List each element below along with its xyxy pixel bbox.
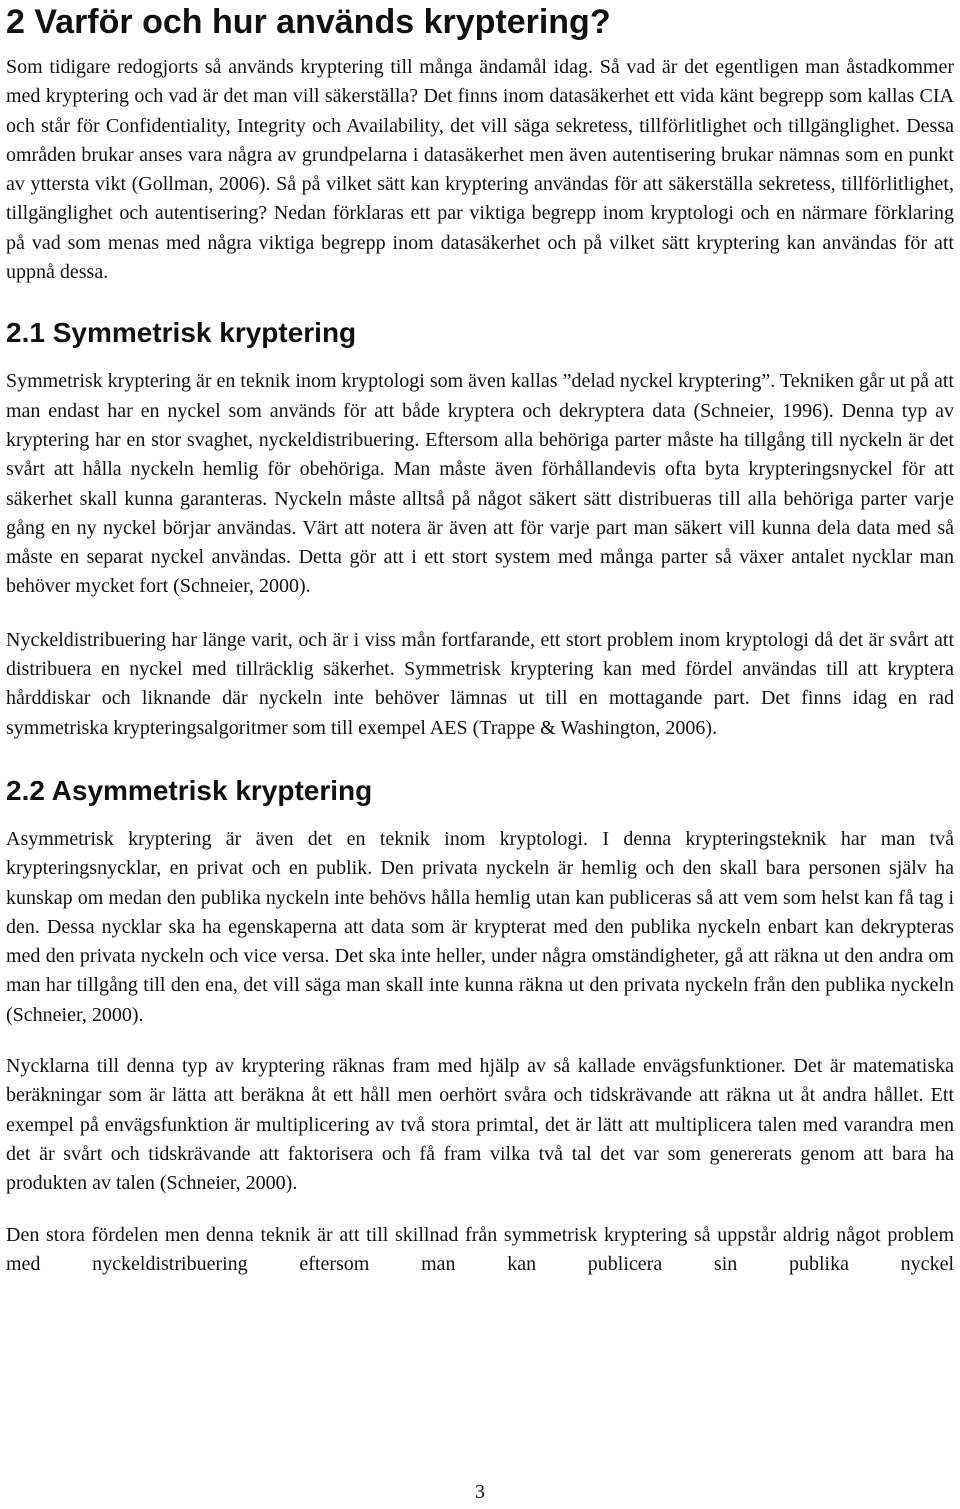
section-heading-asymmetric: 2.2 Asymmetrisk kryptering (6, 774, 373, 806)
page-number: 3 (475, 1481, 485, 1503)
chapter-heading: 2 Varför och hur används kryptering? (6, 3, 611, 41)
symmetric-paragraph-2: Nyckeldistribuering har länge varit, och är i viss mån fortfarande, ett stort problem inom kryptologi då det är svårt att distribuera en nyckel med tillräcklig säkerhet. Symmetrisk kryptering kan med fördel användas till att kryptera hårddiskar och liknande där nyckeln inte behöver lämnas ut till en mottagande part. Det finns idag en rad symmetriska krypteringsalgoritmer som till exempel AES (Trappe & Washington, 2006). (6, 628, 954, 739)
asymmetric-paragraph-1: Asymmetrisk kryptering är även det en teknik inom kryptologi. I denna krypteringsteknik har man två krypteringsnycklar, en privat och en publik. Den privata nyckeln är hemlig och den skall bara personen själv ha kunskap om medan den publika nyckeln inte behövs hålla hemlig utan kan publiceras så att vem som helst kan få tag i den. Dessa nycklar ska ha egenskaperna att data som är krypterat med den publika nyckeln enbart kan dekrypteras med den privata nyckeln och vice versa. Det ska inte heller, under några omständigheter, gå att räkna ut den andra om man har tillgång till den ena, det vill säga man skall inte kunna räkna ut den privata nyckeln från den publika nyckeln (Schneier, 2000). (6, 827, 954, 1026)
section-heading-symmetric: 2.1 Symmetrisk kryptering (6, 317, 357, 349)
symmetric-paragraph-1: Symmetrisk kryptering är en teknik inom kryptologi som även kallas ”delad nyckel kryptering”. Tekniken går ut på att man endast har en nyckel som används för att både kryptera och dekryptera data (Schneier, 1996). Denna typ av kryptering har en stor svaghet, nyckeldistribuering. Eftersom alla behöriga parter måste ha tillgång till nyckeln är det svårt att hålla nyckeln hemlig för obehöriga. Man måste även förhållandevis ofta byta krypteringsnyckel för att säkerhet skall kunna garanteras. Nyckeln måste alltså på något säkert sätt distribueras till alla behöriga parter varje gång en ny nyckel börjar användas. Värt att notera är även att för varje part man säkert vill kunna dela data med så måste en separat nyckel användas. Detta gör att i ett stort system med många parter så växer antalet nycklar man behöver mycket fort (Schneier, 2000). (6, 370, 954, 598)
asymmetric-paragraph-3: Den stora fördelen men denna teknik är att till skillnad från symmetrisk kryptering så uppstår aldrig något problem med nyckeldistribuering eftersom man kan publicera sin publika nyckel (6, 1223, 954, 1275)
intro-paragraph: Som tidigare redogjorts så används kryptering till många ändamål idag. Så vad är det egentligen man åstadkommer med kryptering och vad är det man vill säkerställa? Det finns inom datasäkerhet ett vida känt begrepp som kallas CIA och står för Confidentiality, Integrity och Availability, det vill säga sekretess, tillförlitlighet och tillgänglighet. Dessa områden brukar anses vara några av grundpelarna i datasäkerhet men även autentisering brukar nämnas som en punkt av yttersta vikt (Gollman, 2006). Så på vilket sätt kan kryptering användas för att säkerställa sekretess, tillförlitlighet, tillgänglighet och autentisering? Nedan förklaras ett par viktiga begrepp inom kryptologi och en närmare förklaring på vad som menas med några viktiga begrepp inom datasäkerhet och på vilket sätt kryptering kan användas för att uppnå dessa. (6, 56, 954, 284)
asymmetric-paragraph-2: Nycklarna till denna typ av kryptering räknas fram med hjälp av så kallade envägsfunktioner. Det är matematiska beräkningar som är lätta att beräkna åt ett håll men oerhört svåra och tidskrävande att räkna ut åt andra hållet. Ett exempel på envägsfunktion är multiplicering av två stora primtal, det är lätt att multiplicera talen med varandra men det är svårt och tidskrävande att faktorisera och få fram vilka två tal det var som genererats genom att bara ha produkten av talen (Schneier, 2000). (6, 1055, 954, 1195)
